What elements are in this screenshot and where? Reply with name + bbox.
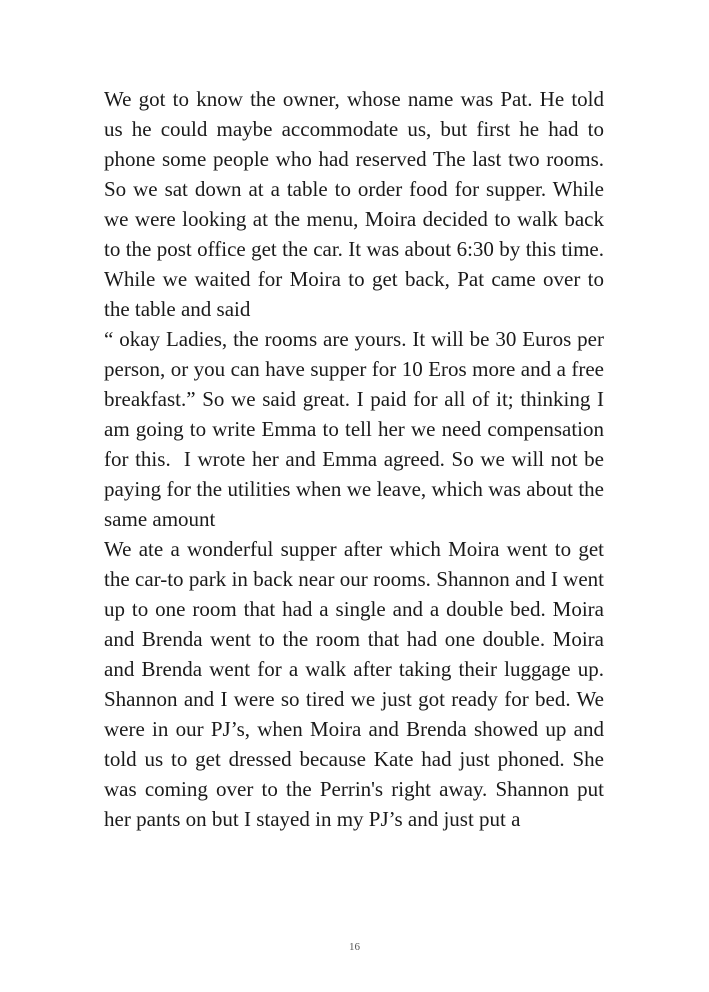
page-number: 16 <box>349 941 360 953</box>
paragraph-1: We got to know the owner, whose name was Pat. He told us he could maybe accommodate us, but first he had to phone some people who had reserved The last two rooms. So we sat down at a table to order food for supper. While we were looking at the menu, Moira decided to walk back to the post office get the car. It was about 6:30 by this time. While we waited for Moira to get back, Pat came over to the table and said <box>104 87 610 321</box>
paragraph-2: “ okay Ladies, the rooms are yours. It will be 30 Euros per person, or you can have supper for 10 Eros more and a free breakfast.” So we said great. I paid for all of it; thinking I am going to write Emma to tell her we need compensation for this. I wrote her and Emma agreed. So we will not be paying for the utilities when we leave, which was about the same amount <box>104 327 610 531</box>
body-text <box>104 84 610 834</box>
paragraph-3: We ate a wonderful supper after which Moira went to get the car-to park in back near our rooms. Shannon and I went up to one room that had a single and a double bed. Moira and Brenda went to the room that had one double. Moira and Brenda went for a walk after taking their luggage up. Shannon and I were so tired we just got ready for bed. We were in our PJ’s, when Moira and Brenda showed up and told us to get dressed because Kate had just phoned. She was coming over to the Perrin's right away. Shannon put her pants on but I stayed in my PJ’s and just put a <box>104 537 610 831</box>
